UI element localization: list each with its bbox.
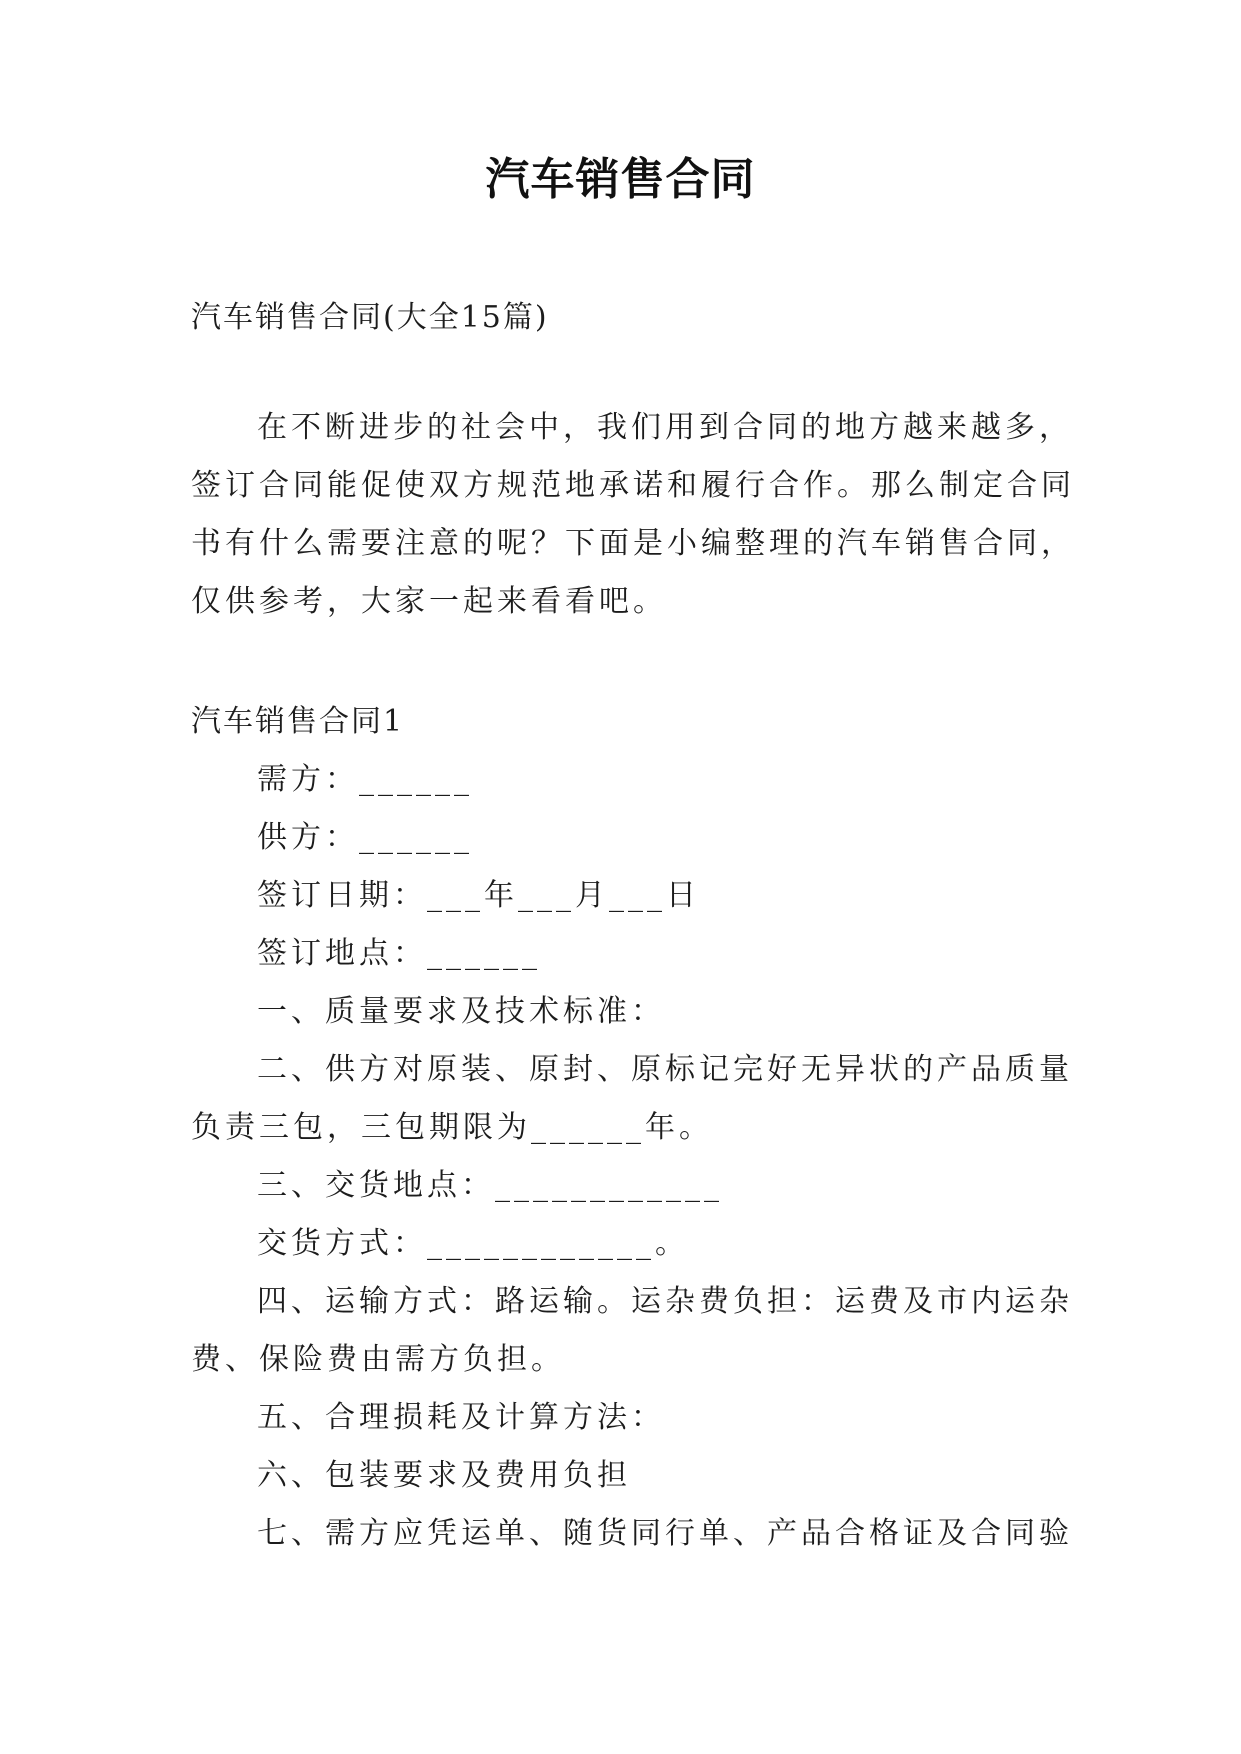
clause-2-line-2: 负责三包，三包期限为______年。 (191, 1110, 713, 1145)
clause-1-line: 一、质量要求及技术标准： (257, 994, 665, 1029)
document-title: 汽车销售合同 (485, 154, 756, 205)
buyer-line: 需方：______ (257, 762, 473, 797)
signing-date-line: 签订日期：___年___月___日 (257, 878, 700, 913)
section-title: 汽车销售合同1 (191, 704, 405, 739)
supplier-line: 供方：______ (257, 820, 473, 855)
clause-4-line-2: 费、保险费由需方负担。 (191, 1342, 565, 1377)
document-subtitle: 汽车销售合同(大全15篇) (191, 300, 549, 335)
clause-3-line-1: 三、交货地点：____________ (257, 1168, 723, 1203)
intro-line-1: 在不断进步的社会中，我们用到合同的地方越来越多， (257, 410, 1073, 445)
signing-place-line: 签订地点：______ (257, 936, 541, 971)
intro-line-3: 书有什么需要注意的呢？下面是小编整理的汽车销售合同， (191, 526, 1075, 561)
clause-7-line-1: 七、需方应凭运单、随货同行单、产品合格证及合同验 (257, 1516, 1073, 1551)
clause-6-line: 六、包装要求及费用负担 (257, 1458, 631, 1493)
clause-5-line: 五、合理损耗及计算方法： (257, 1400, 665, 1435)
intro-line-4: 仅供参考，大家一起来看看吧。 (191, 584, 667, 619)
clause-4-line-1: 四、运输方式：路运输。运杂费负担：运费及市内运杂 (257, 1284, 1073, 1319)
intro-line-2: 签订合同能促使双方规范地承诺和履行合作。那么制定合同 (191, 468, 1075, 503)
clause-2-line-1: 二、供方对原装、原封、原标记完好无异状的产品质量 (257, 1052, 1073, 1087)
clause-3-line-2: 交货方式：____________。 (257, 1226, 689, 1261)
